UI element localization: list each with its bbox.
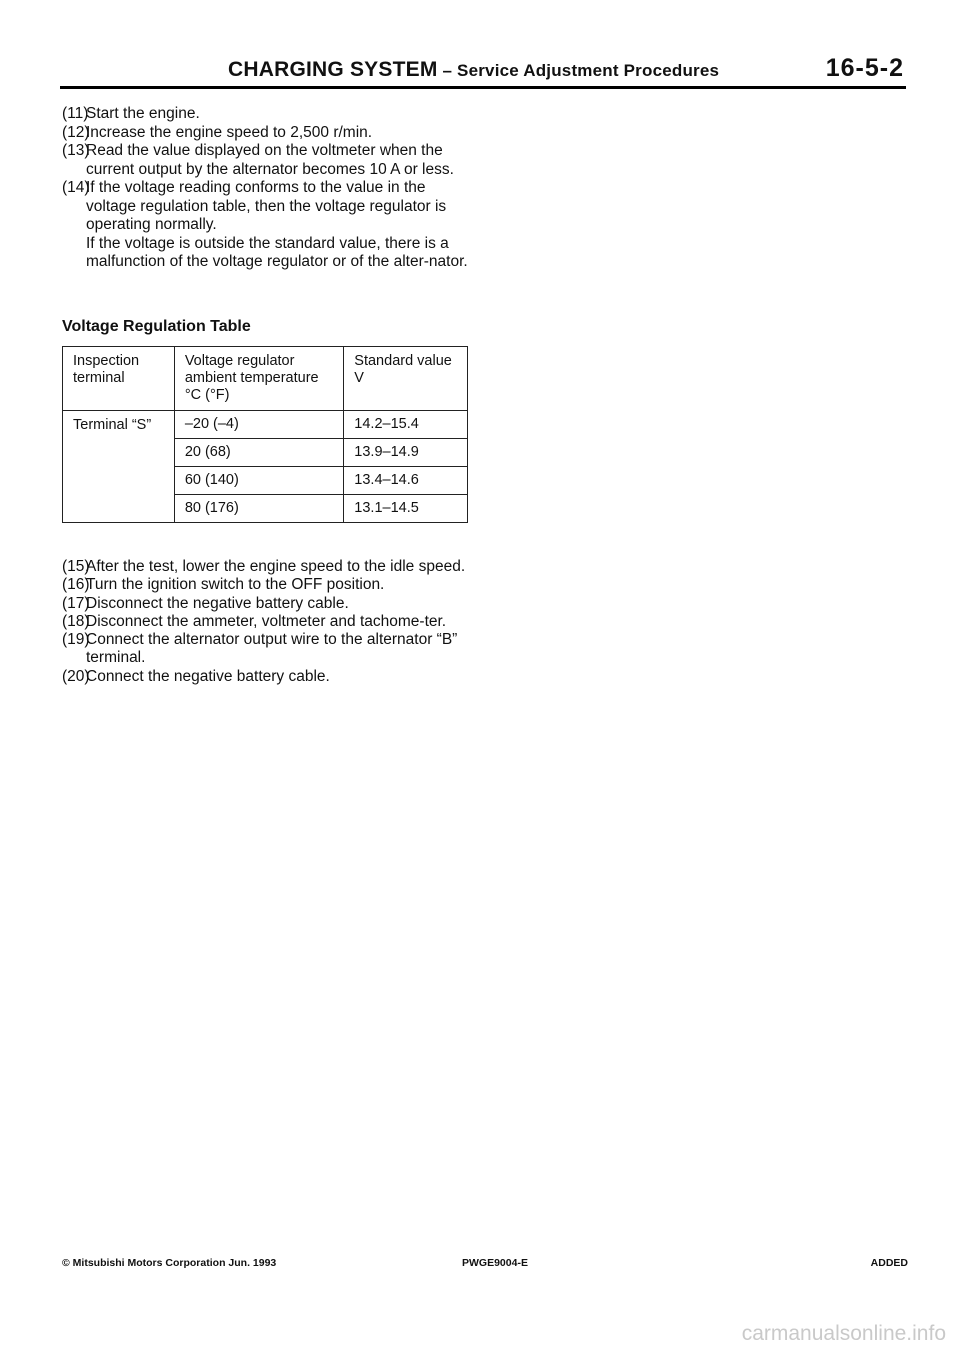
step-number: (17) [62, 594, 90, 612]
step-19 [62, 631, 472, 668]
step-12 [62, 124, 472, 143]
step-17 [62, 595, 472, 613]
step-extra-text: If the voltage is outside the standard value, there is a malfunction of the voltage regulator or of the alter-nator. [86, 234, 468, 270]
temperature-cell: 80 (176) [174, 495, 343, 523]
page-title [228, 58, 719, 82]
step-text: Start the engine. [86, 105, 200, 122]
step-text: Connect the alternator output wire to the alternator “B” terminal. [86, 631, 458, 667]
value-cell: 13.4–14.6 [344, 467, 468, 495]
step-16 [62, 576, 472, 594]
step-text: Read the value displayed on the voltmeter when the current output by the alternator becomes 10 A or less. [86, 142, 454, 178]
step-number: (16) [62, 576, 90, 594]
title-separator: – [437, 61, 458, 80]
value-cell: 14.2–15.4 [344, 411, 468, 439]
step-13 [62, 142, 472, 179]
step-number: (11) [62, 105, 89, 122]
column-header: Voltage regulator ambient temperature °C (°F) [174, 347, 343, 411]
step-18 [62, 613, 472, 631]
step-number: (15) [62, 558, 90, 575]
watermark-text: carmanualsonline.info [741, 1322, 946, 1345]
copyright-text: © Mitsubishi Motors Corporation Jun. 1993 [62, 1257, 277, 1269]
step-number: (12) [62, 123, 90, 141]
value-cell: 13.9–14.9 [344, 439, 468, 467]
temperature-cell: 20 (68) [174, 439, 343, 467]
step-20 [62, 668, 472, 686]
header-rule [60, 86, 906, 89]
steps-part1 [62, 105, 472, 272]
step-11 [62, 105, 472, 124]
step-number: (13) [62, 142, 90, 159]
value-cell: 13.1–14.5 [344, 495, 468, 523]
step-number: (20) [62, 667, 90, 685]
page-number: 16-5-2 [825, 54, 904, 82]
column-header: Standard value V [344, 347, 468, 411]
status-label: ADDED [870, 1257, 908, 1269]
step-text: After the test, lower the engine speed to the idle speed. [86, 558, 466, 575]
step-text: Connect the negative battery cable. [86, 667, 330, 685]
temperature-cell: –20 (–4) [174, 411, 343, 439]
page-header [60, 54, 906, 90]
step-text: Increase the engine speed to 2,500 r/min. [86, 123, 373, 141]
steps-part2 [62, 558, 472, 686]
title-subtitle: Service Adjustment Procedures [457, 61, 720, 80]
column-header: Inspection terminal [63, 347, 175, 411]
table-header-row [63, 347, 468, 411]
table-title: Voltage Regulation Table [62, 318, 251, 335]
step-number: (18) [62, 612, 90, 630]
step-number: (14) [62, 179, 90, 196]
document-code: PWGE9004-E [462, 1257, 528, 1269]
step-text: Disconnect the ammeter, voltmeter and tachome-ter. [86, 612, 447, 630]
step-text: If the voltage reading conforms to the value in the voltage regulation table, then the voltage regulator is operating normally. [86, 179, 447, 233]
voltage-regulation-table [62, 346, 468, 523]
terminal-cell: Terminal “S” [63, 411, 175, 523]
title-main: CHARGING SYSTEM [228, 58, 438, 81]
step-14 [62, 179, 472, 272]
step-text: Disconnect the negative battery cable. [86, 594, 349, 612]
table-row [63, 411, 468, 439]
step-15 [62, 558, 472, 576]
page-footer [62, 1257, 908, 1273]
temperature-cell: 60 (140) [174, 467, 343, 495]
step-text: Turn the ignition switch to the OFF position. [86, 576, 385, 594]
step-number: (19) [62, 631, 90, 649]
